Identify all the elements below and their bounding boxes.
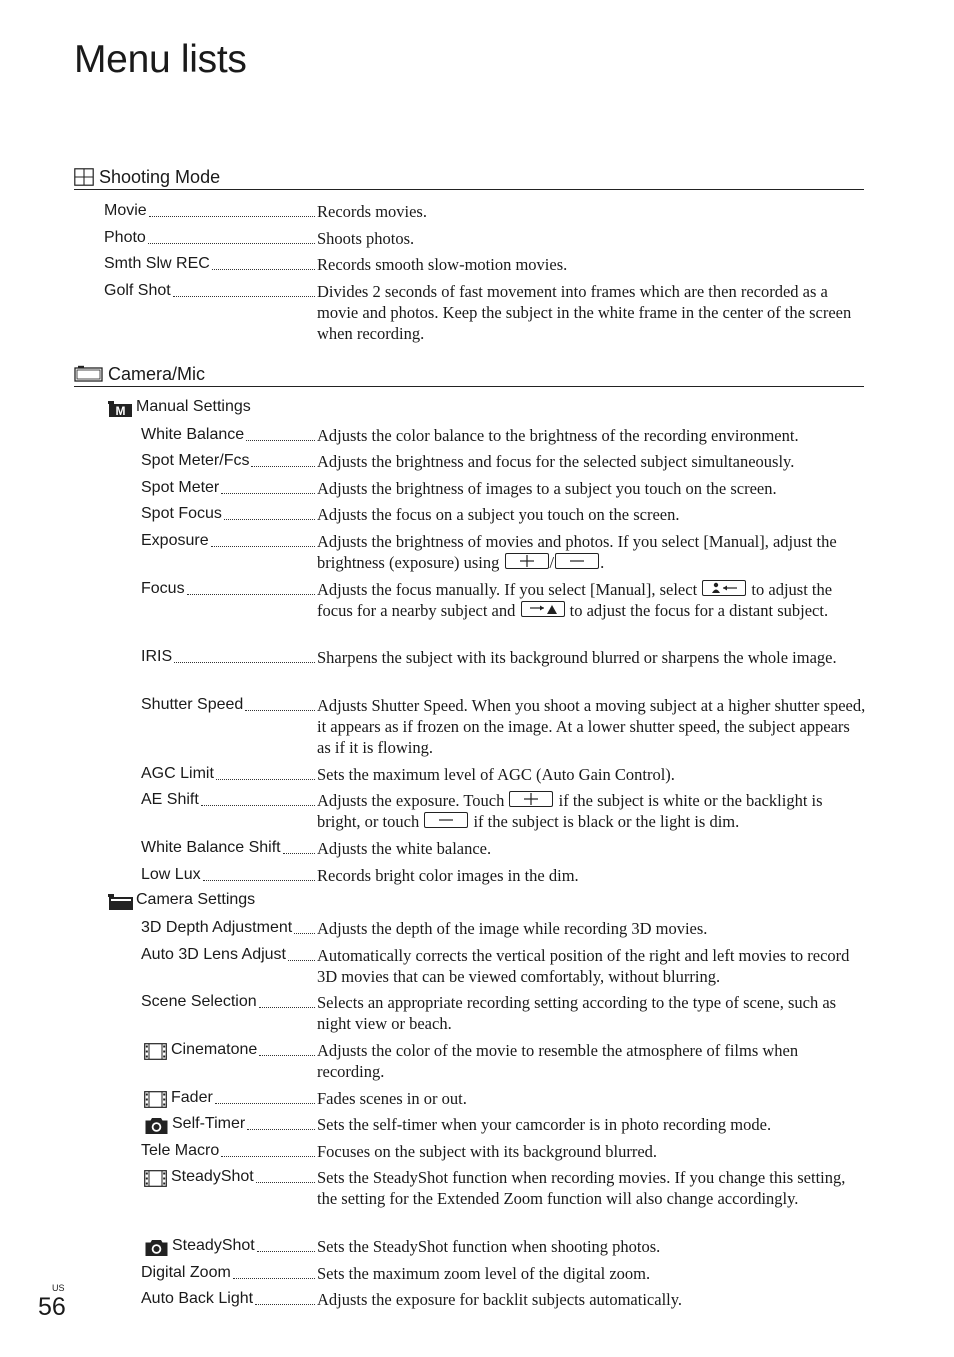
desc-smth-slw-rec: Records smooth slow-motion movies. [317,255,568,274]
section-heading-shooting-mode [74,167,864,190]
film-icon [144,1043,167,1065]
desc-white-balance-shift: Adjusts the white balance. [317,839,492,858]
section-heading-camera-mic [74,364,864,387]
term-tele-macro: Tele Macro [141,1142,316,1162]
desc-iris: Sharpens the subject with its background blurred or sharpens the whole image. [317,648,837,667]
camera-mic-icon [74,365,104,388]
desc-cinematone: Adjusts the color of the movie to resemble the atmosphere of films when recording. [317,1041,799,1081]
desc-3d-depth-adjustment: Adjusts the depth of the image while recording 3D movies. [317,919,708,938]
term-spot-focus: Spot Focus [141,505,316,525]
desc-digital-zoom: Sets the maximum zoom level of the digital zoom. [317,1264,651,1283]
term-auto-back-light: Auto Back Light [141,1290,316,1310]
term-3d-depth-adjustment: 3D Depth Adjustment [141,919,316,939]
desc-photo: Shoots photos. [317,229,415,248]
term-scene-selection: Scene Selection [141,993,316,1013]
term-movie: Movie [104,202,316,222]
focus-near-icon [702,580,746,596]
desc-golf-shot: Divides 2 seconds of fast movement into frames which are then recorded as a movie and photos. Keep the subject in the white frame in the center of the screen when recording. [317,282,852,343]
desc-focus: Adjusts the focus manually. If you select [Manual], select to adjust the focus for a nearby subject and to adjust the focus for a distant subject. [317,580,833,620]
plus-button-icon [509,791,553,807]
term-spot-meter: Spot Meter [141,479,316,499]
desc-shutter-speed: Adjusts Shutter Speed. When you shoot a moving subject at a higher shutter speed, it appears as if frozen on the image. At a lower shutter speed, the subject appears as if it is flowing. [317,696,866,757]
desc-auto-3d-lens-adjust: Automatically corrects the vertical position of the right and left movies to record 3D movies that can be viewed comfortably, without blurring. [317,946,850,986]
term-self-timer: Self-Timer [145,1115,316,1135]
focus-far-icon [521,601,565,617]
desc-scene-selection: Selects an appropriate recording setting according to the type of scene, such as night view or beach. [317,993,837,1033]
section-heading-label: Camera/Mic [108,364,206,384]
term-white-balance: White Balance [141,426,316,446]
page-number: 56 [38,1293,66,1321]
term-fader: Fader [144,1089,316,1109]
film-icon [144,1091,167,1113]
term-cinematone: Cinematone [144,1041,316,1061]
minus-button-icon [555,553,599,569]
plus-button-icon [505,553,549,569]
term-agc-limit: AGC Limit [141,765,316,785]
term-exposure: Exposure [141,532,316,552]
desc-white-balance: Adjusts the color balance to the brightness of the recording environment. [317,426,799,445]
term-golf-shot: Golf Shot [104,282,316,302]
minus-button-icon [424,812,468,828]
term-steadyshot-photo: SteadyShot [145,1237,316,1257]
desc-movie: Records movies. [317,202,427,221]
desc-steadyshot-movie: Sets the SteadyShot function when recording movies. If you change this setting, the setting for the Extended Zoom function will also change accordingly. [317,1168,846,1208]
section-heading-label: Shooting Mode [99,167,221,187]
term-photo: Photo [104,229,316,249]
term-white-balance-shift: White Balance Shift [141,839,316,859]
desc-low-lux: Records bright color images in the dim. [317,866,579,885]
film-icon [144,1170,167,1192]
camera-icon [145,1117,168,1139]
term-auto-3d-lens-adjust: Auto 3D Lens Adjust [141,946,316,966]
desc-fader: Fades scenes in or out. [317,1089,467,1108]
desc-tele-macro: Focuses on the subject with its background blurred. [317,1142,658,1161]
manual-settings-icon [108,401,133,422]
desc-spot-meter: Adjusts the brightness of images to a subject you touch on the screen. [317,479,777,498]
term-spot-meter-fcs: Spot Meter/Fcs [141,452,316,472]
desc-spot-focus: Adjusts the focus on a subject you touch on the screen. [317,505,680,524]
desc-ae-shift: Adjusts the exposure. Touch if the subject is white or the backlight is bright, or touch if the subject is black or the light is dim. [317,791,823,831]
desc-spot-meter-fcs: Adjusts the brightness and focus for the selected subject simultaneously. [317,452,795,471]
page-title: Menu lists [74,38,247,81]
desc-steadyshot-photo: Sets the SteadyShot function when shooting photos. [317,1237,661,1256]
term-smth-slw-rec: Smth Slw REC [104,255,316,275]
desc-exposure: Adjusts the brightness of movies and photos. If you select [Manual], adjust the brightness (exposure) using / . [317,532,837,572]
desc-self-timer: Sets the self-timer when your camcorder is in photo recording mode. [317,1115,772,1134]
desc-agc-limit: Sets the maximum level of AGC (Auto Gain Control). [317,765,675,784]
page-region-label: US [52,1283,65,1293]
term-shutter-speed: Shutter Speed [141,696,316,716]
camera-icon [145,1239,168,1261]
term-steadyshot-movie: SteadyShot [144,1168,316,1188]
svg-text:M: M [115,404,126,417]
term-focus: Focus [141,580,316,600]
term-iris: IRIS [141,648,316,668]
term-ae-shift: AE Shift [141,791,316,811]
desc-auto-back-light: Adjusts the exposure for backlit subjects automatically. [317,1290,683,1309]
camera-settings-icon [108,894,134,915]
shooting-mode-grid-icon [74,168,94,191]
term-low-lux: Low Lux [141,866,316,886]
term-digital-zoom: Digital Zoom [141,1264,316,1284]
